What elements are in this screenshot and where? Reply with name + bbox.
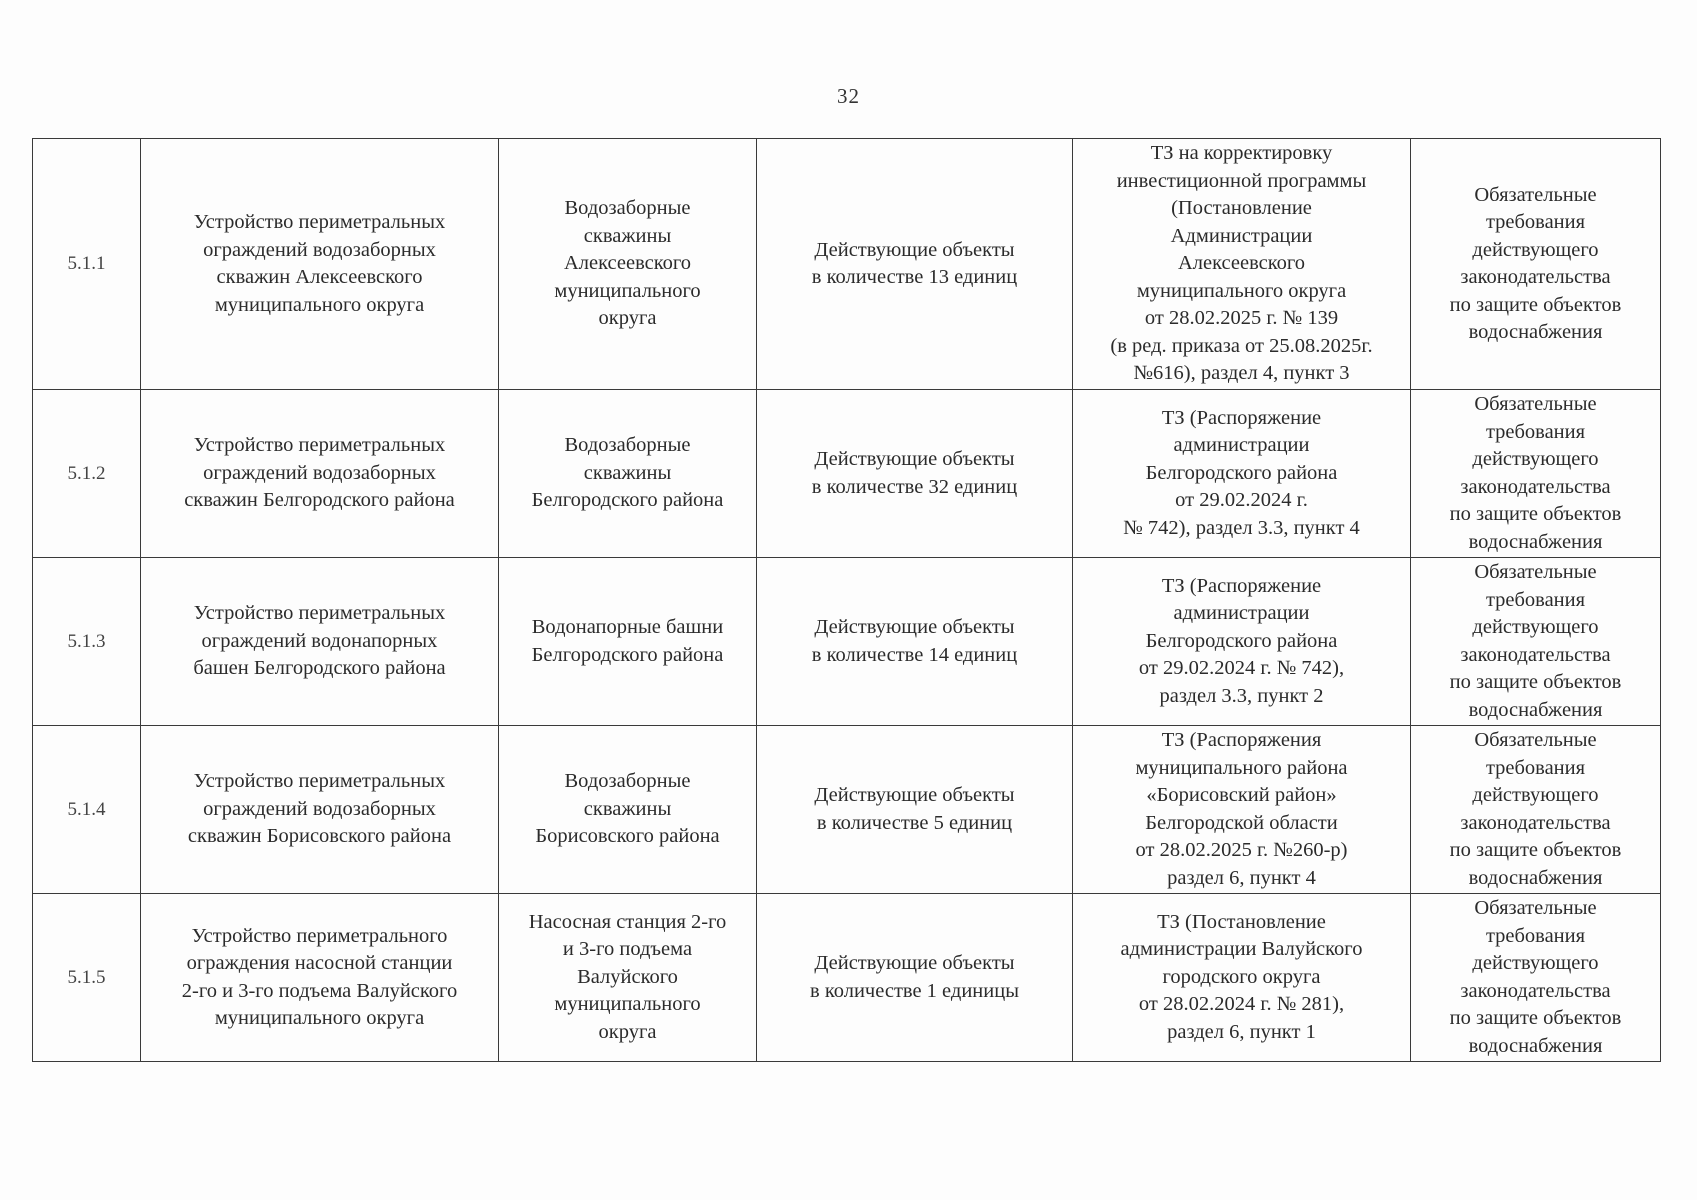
table-row — [33, 139, 1661, 390]
quantity-cell: Действующие объекты в количестве 13 единиц — [757, 139, 1073, 390]
measures-table — [32, 138, 1661, 1062]
action-cell: Устройство периметральных ограждений водозаборных скважин Алексеевского муниципального округа — [141, 139, 499, 390]
basis-cell: ТЗ (Распоряжение администрации Белгородского района от 29.02.2024 г. № 742), раздел 3.3, пункт 4 — [1073, 390, 1411, 558]
object-cell: Водозаборные скважины Белгородского района — [499, 390, 757, 558]
object-cell: Водонапорные башни Белгородского района — [499, 558, 757, 726]
row-number-cell: 5.1.4 — [33, 726, 141, 894]
object-cell: Водозаборные скважины Алексеевского муниципального округа — [499, 139, 757, 390]
requirement-cell: Обязательные требования действующего законодательства по защите объектов водоснабжения — [1411, 894, 1661, 1062]
basis-cell: ТЗ (Распоряжение администрации Белгородского района от 29.02.2024 г. № 742), раздел 3.3, пункт 2 — [1073, 558, 1411, 726]
page-number: 32 — [837, 84, 860, 108]
row-number-cell: 5.1.1 — [33, 139, 141, 390]
action-cell: Устройство периметральных ограждений водозаборных скважин Белгородского района — [141, 390, 499, 558]
basis-cell: ТЗ (Распоряжения муниципального района «Борисовский район» Белгородской области от 28.02.2025 г. №260-р) раздел 6, пункт 4 — [1073, 726, 1411, 894]
action-cell: Устройство периметральных ограждений водозаборных скважин Борисовского района — [141, 726, 499, 894]
row-number-cell: 5.1.3 — [33, 558, 141, 726]
row-number-cell: 5.1.2 — [33, 390, 141, 558]
quantity-cell: Действующие объекты в количестве 32 единиц — [757, 390, 1073, 558]
row-number-cell: 5.1.5 — [33, 894, 141, 1062]
table-row — [33, 726, 1661, 894]
table-row — [33, 894, 1661, 1062]
action-cell: Устройство периметрального ограждения насосной станции 2-го и 3-го подъема Валуйского муниципального округа — [141, 894, 499, 1062]
basis-cell: ТЗ (Постановление администрации Валуйского городского округа от 28.02.2024 г. № 281), раздел 6, пункт 1 — [1073, 894, 1411, 1062]
action-cell: Устройство периметральных ограждений водонапорных башен Белгородского района — [141, 558, 499, 726]
quantity-cell: Действующие объекты в количестве 1 единицы — [757, 894, 1073, 1062]
requirement-cell: Обязательные требования действующего законодательства по защите объектов водоснабжения — [1411, 726, 1661, 894]
requirement-cell: Обязательные требования действующего законодательства по защите объектов водоснабжения — [1411, 390, 1661, 558]
table-row — [33, 390, 1661, 558]
requirement-cell: Обязательные требования действующего законодательства по защите объектов водоснабжения — [1411, 139, 1661, 390]
table-row — [33, 558, 1661, 726]
requirement-cell: Обязательные требования действующего законодательства по защите объектов водоснабжения — [1411, 558, 1661, 726]
quantity-cell: Действующие объекты в количестве 14 единиц — [757, 558, 1073, 726]
object-cell: Насосная станция 2-го и 3-го подъема Валуйского муниципального округа — [499, 894, 757, 1062]
basis-cell: ТЗ на корректировку инвестиционной программы (Постановление Администрации Алексеевского муниципального округа от 28.02.2025 г. № 139 (в ред. приказа от 25.08.2025г. №616), раздел 4, пункт 3 — [1073, 139, 1411, 390]
quantity-cell: Действующие объекты в количестве 5 единиц — [757, 726, 1073, 894]
object-cell: Водозаборные скважины Борисовского района — [499, 726, 757, 894]
